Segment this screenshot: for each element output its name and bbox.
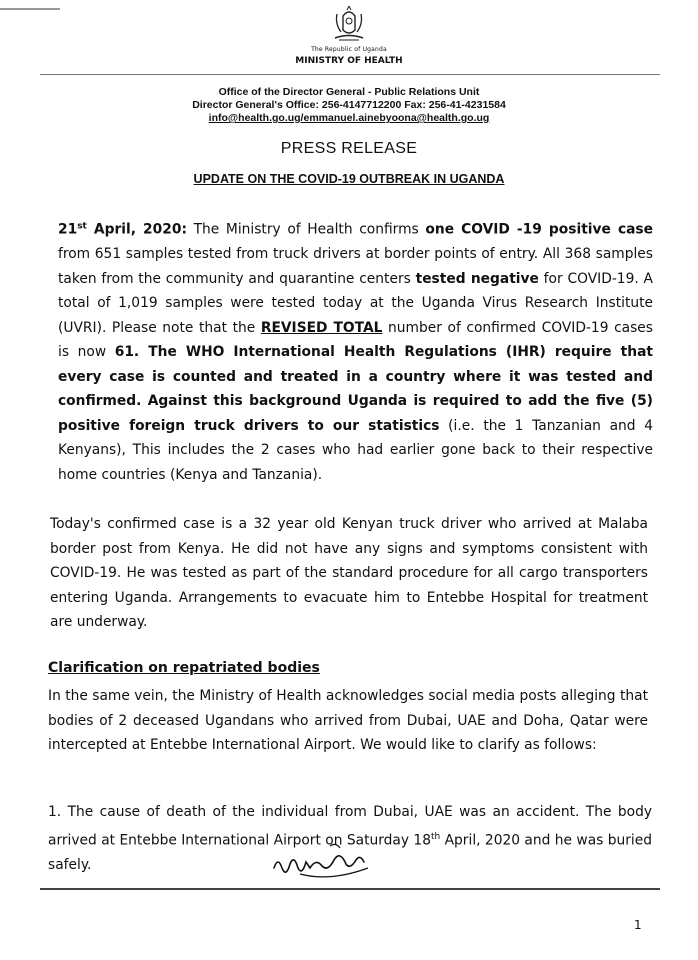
republic-label: The Republic of Uganda: [311, 46, 387, 53]
paragraph-1: [58, 214, 653, 487]
p1-bold-3: REVISED TOTAL: [260, 319, 383, 336]
date-day: 21: [58, 221, 78, 238]
signature-icon: [270, 838, 380, 888]
p1-text-1: The Ministry of Health confirms: [186, 221, 426, 238]
p1-bold-4: 61. The WHO International Health Regulations (IHR) require that every case is counted and treated in a country where it was tested and confirmed. Against this background Uganda is required to add the five (5) positive foreign truck drivers to our statistics: [58, 344, 653, 434]
footer-divider: [40, 888, 660, 890]
ministry-name: MINISTRY OF HEALTH: [295, 56, 403, 66]
p1-bold-2: tested negative: [415, 270, 539, 287]
office-line-2: Director General's Office: 256-4147712200 Fax: 256-41-4231584: [192, 99, 506, 111]
p4-text-2: April, 2020 and he was buried safely.: [48, 832, 652, 873]
header-divider: [40, 74, 660, 75]
p4-text-1: 1. The cause of death of the individual from Dubai, UAE was an accident. The body arrived at Entebbe International Airport on Saturday 18: [48, 804, 652, 849]
p1-text-3: for COVID-19. A total of 1,019 samples were tested today at the Uganda Virus Research Institute (UVRI). Please note that the: [58, 270, 653, 336]
p4-suffix: th: [430, 831, 441, 842]
p1-text-2: from 651 samples tested from truck drivers at border points of entry. All 368 samples taken from the community and quarantine centers: [58, 246, 653, 287]
press-release-title: PRESS RELEASE: [280, 140, 418, 157]
uganda-coat-of-arms-icon: [327, 6, 371, 44]
clarification-heading: Clarification on repatriated bodies: [48, 660, 320, 676]
p1-text-5: (i.e. the 1 Tanzanian and 4 Kenyans), This includes the 2 cases who had earlier gone back to their respective home countries (Kenya and Tanzania).: [58, 417, 653, 483]
page-number: 1: [634, 918, 642, 932]
p1-text-4: number of confirmed COVID-19 cases is now: [58, 319, 653, 361]
date-suffix: st: [77, 221, 87, 231]
paragraph-2: Today's confirmed case is a 32 year old Kenyan truck driver who arrived at Malaba border post from Kenya. He did not have any signs and symptoms consistent with COVID-19. He was tested as part of the standard procedure for all cargo transporters entering Uganda. Arrangements to evacuate him to Entebbe Hospital for treatment are underway.: [50, 516, 648, 630]
office-email-link[interactable]: info@health.go.ug/emmanuel.ainebyoona@health.go.ug: [208, 112, 490, 124]
office-contact-block: [0, 86, 698, 125]
p1-bold-1: one COVID -19 positive case: [425, 221, 653, 238]
update-title: UPDATE ON THE COVID-19 OUTBREAK IN UGANDA: [193, 172, 505, 186]
letterhead: [0, 6, 698, 66]
date-rest: April, 2020:: [86, 221, 187, 238]
paragraph-3: In the same vein, the Ministry of Health acknowledges social media posts alleging that bodies of 2 deceased Ugandans who arrived from Dubai, UAE and Doha, Qatar were intercepted at Entebbe International Airport. We would like to clarify as follows:: [48, 688, 648, 753]
office-line-1: Office of the Director General - Public Relations Unit: [218, 86, 480, 98]
